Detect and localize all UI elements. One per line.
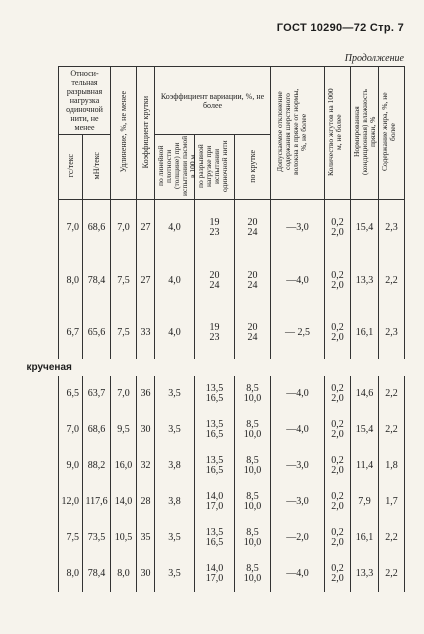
moisture-cell-value: 15,4 (355, 424, 374, 435)
deviation-cell-value: —3,0 (286, 460, 309, 471)
deviation-cell (271, 556, 325, 592)
gs-tex-cell-value: 7,0 (66, 424, 79, 435)
mn-tex-cell-value: 63,7 (87, 388, 106, 399)
deviation-cell (271, 412, 325, 448)
elongation-cell-value: 8,0 (117, 568, 130, 579)
twist-coef-header (137, 67, 155, 200)
linear-density-var-cell (155, 556, 195, 592)
moisture-cell (351, 412, 379, 448)
twist-var-header (235, 135, 271, 200)
twist-coef-cell (137, 448, 155, 484)
elongation-cell (111, 556, 137, 592)
knots-cell (325, 448, 351, 484)
gs-tex-cell-value: 7,5 (66, 532, 79, 543)
elongation-cell (111, 255, 137, 307)
breaking-load-var-cell-value: 24 (209, 280, 220, 291)
moisture-header (351, 67, 379, 200)
breaking-load-var-cell-fraction (206, 492, 224, 512)
fat-cell-value: 1,8 (385, 460, 398, 471)
twist-coef-cell-value: 27 (140, 275, 151, 286)
fat-header-text: Содержание жира, %, не более (379, 92, 397, 172)
linear-density-var-header (155, 135, 195, 200)
fat-cell (379, 255, 405, 307)
breaking-load-var-cell-fraction (210, 218, 220, 238)
deviation-cell-value: —4,0 (286, 424, 309, 435)
fat-cell-value: 1,7 (385, 496, 398, 507)
mn-tex-cell (83, 556, 111, 592)
gs-tex-cell (59, 484, 83, 520)
twist-var-cell-value: 8,5 (246, 455, 259, 466)
elongation-header-text: Удлинение, %, не менее (118, 91, 128, 173)
fat-cell-value: 2,3 (385, 221, 398, 233)
gs-tex-cell-value: 8,0 (66, 275, 79, 286)
fat-header (379, 67, 405, 200)
breaking-load-var-cell-value: 16,5 (205, 429, 224, 440)
twist-var-cell (235, 200, 271, 256)
fat-cell (379, 484, 405, 520)
gs-tex-cell (59, 376, 83, 412)
knots-cell (325, 376, 351, 412)
deviation-cell (271, 484, 325, 520)
knots-header-text: Количество жгутов на 1000 м, не более (325, 88, 343, 176)
breaking-load-var-cell-value: 19 (209, 216, 220, 228)
deviation-header (271, 67, 325, 200)
linear-density-var-cell (155, 484, 195, 520)
elongation-cell-value: 7,0 (117, 221, 130, 233)
breaking-load-var-header (195, 135, 235, 200)
knots-cell-value: 0,2 (331, 419, 344, 430)
knots-cell-value: 0,2 (331, 383, 344, 394)
deviation-cell (271, 255, 325, 307)
section-row-group (26, 359, 405, 376)
knots-cell-value: 2,0 (331, 573, 344, 584)
knots-header (325, 67, 351, 200)
knots-cell-fraction (331, 528, 344, 548)
elongation-cell (111, 520, 137, 556)
breaking-load-var-cell (195, 307, 235, 359)
linear-density-var-cell-value: 4,0 (168, 275, 181, 286)
gs-tex-cell-value: 6,5 (66, 388, 79, 399)
table-row (59, 376, 405, 412)
moisture-cell-value: 13,3 (355, 275, 374, 286)
breaking-load-var-cell (195, 200, 235, 256)
twist-coef-cell-value: 27 (140, 221, 151, 233)
twist-coef-cell-value: 35 (140, 532, 151, 543)
deviation-cell-value: —4,0 (286, 388, 309, 399)
mn-tex-cell-value: 65,6 (87, 327, 106, 338)
moisture-cell (351, 376, 379, 412)
twist-var-cell-fraction (244, 384, 262, 404)
twist-var-cell-value: 10,0 (243, 393, 262, 404)
linear-density-var-cell-value: 4,0 (168, 221, 181, 233)
moisture-cell-value: 16,1 (355, 532, 374, 543)
knots-cell-value: 2,0 (331, 226, 344, 238)
linear-density-var-cell-value: 3,5 (168, 532, 181, 543)
properties-table (26, 66, 405, 592)
knots-cell-value: 0,2 (331, 322, 344, 333)
fat-cell (379, 448, 405, 484)
twist-coef-cell (137, 200, 155, 256)
deviation-cell-value: —4,0 (286, 568, 309, 579)
deviation-cell-value: —3,0 (286, 496, 309, 507)
twist-coef-cell (137, 484, 155, 520)
linear-density-var-header-text: по линейной плотности (толщине) при испытании пасмой в 100 м (155, 135, 197, 197)
knots-cell (325, 484, 351, 520)
elongation-cell-value: 14,0 (114, 496, 133, 507)
mn-tex-cell-value: 78,4 (87, 275, 106, 286)
twist-var-cell-value: 24 (247, 332, 258, 343)
gs-tex-cell (59, 307, 83, 359)
elongation-cell-value: 7,5 (117, 275, 130, 286)
twist-coef-cell-value: 30 (140, 568, 151, 579)
table-row (59, 307, 405, 359)
breaking-load-var-cell (195, 556, 235, 592)
elongation-cell-value: 7,0 (117, 388, 130, 399)
twist-var-cell-value: 10,0 (243, 501, 262, 512)
twist-var-cell-value: 10,0 (243, 573, 262, 584)
breaking-load-var-cell-value: 20 (209, 270, 220, 281)
moisture-cell (351, 448, 379, 484)
moisture-cell-value: 11,4 (355, 460, 374, 471)
linear-density-var-cell-value: 3,5 (168, 568, 181, 579)
elongation-cell (111, 412, 137, 448)
linear-density-var-cell (155, 376, 195, 412)
elongation-cell-value: 9,5 (117, 424, 130, 435)
knots-cell-fraction (331, 271, 344, 291)
twist-coef-header-text: Коэффициент крутки (140, 95, 150, 169)
deviation-cell (271, 520, 325, 556)
section-label-cell (26, 359, 405, 376)
twist-var-cell-value: 24 (247, 226, 258, 238)
twist-var-cell (235, 412, 271, 448)
mn-tex-cell-value: 68,6 (87, 424, 106, 435)
moisture-cell (351, 484, 379, 520)
mn-tex-cell-value: 117,6 (85, 496, 108, 507)
twist-var-header-text: по крутке (247, 149, 257, 183)
breaking-load-group-text: Относи-тельная разрывная нагрузка одиночной нити, не менее (66, 69, 103, 132)
fat-cell-value: 2,2 (385, 388, 398, 399)
linear-density-var-cell (155, 200, 195, 256)
elongation-cell (111, 484, 137, 520)
table-row (59, 520, 405, 556)
gs-tex-cell (59, 556, 83, 592)
breaking-load-var-cell-value: 13,5 (205, 383, 224, 394)
breaking-load-group-header (59, 67, 111, 135)
twist-var-cell (235, 520, 271, 556)
mn-tex-header (83, 135, 111, 200)
twist-var-cell-value: 8,5 (246, 383, 259, 394)
moisture-cell (351, 520, 379, 556)
knots-cell-fraction (331, 323, 344, 343)
twist-var-cell-fraction (244, 492, 262, 512)
breaking-load-var-cell-value: 14,0 (205, 563, 224, 574)
deviation-cell-value: —3,0 (286, 221, 309, 233)
twist-coef-cell (137, 307, 155, 359)
twist-var-cell-value: 10,0 (243, 429, 262, 440)
gs-tex-cell-value: 7,0 (66, 221, 79, 233)
mn-tex-header-text: мН/текс (91, 152, 101, 180)
breaking-load-var-cell-fraction (206, 564, 224, 584)
knots-cell (325, 200, 351, 256)
linear-density-var-cell (155, 412, 195, 448)
knots-cell-fraction (331, 218, 344, 238)
twist-var-cell-value: 8,5 (246, 491, 259, 502)
knots-cell-value: 0,2 (331, 270, 344, 281)
mn-tex-cell-value: 78,4 (87, 568, 106, 579)
variation-group-header (155, 67, 271, 135)
breaking-load-var-cell-value: 16,5 (205, 465, 224, 476)
fat-cell-value: 2,2 (385, 424, 398, 435)
breaking-load-var-cell-fraction (210, 271, 220, 291)
table-row (59, 255, 405, 307)
twisted-yarn-rows (59, 376, 405, 592)
gs-tex-cell-value: 12,0 (61, 496, 79, 507)
moisture-cell-value: 13,3 (355, 568, 374, 579)
breaking-load-var-cell-value: 17,0 (205, 501, 224, 512)
gs-tex-cell (59, 412, 83, 448)
moisture-cell-value: 7,9 (358, 496, 371, 507)
twist-coef-cell-value: 30 (140, 424, 151, 435)
knots-cell-value: 0,2 (331, 563, 344, 574)
table-row (59, 556, 405, 592)
knots-cell-value: 2,0 (331, 332, 344, 343)
twist-var-cell-fraction (244, 528, 262, 548)
twist-var-cell-value: 20 (247, 216, 258, 228)
twist-coef-cell-value: 33 (140, 327, 151, 338)
gs-tex-cell-value: 8,0 (66, 568, 79, 579)
mn-tex-cell (83, 448, 111, 484)
knots-cell (325, 556, 351, 592)
knots-cell-value: 0,2 (331, 527, 344, 538)
twist-var-cell-value: 8,5 (246, 527, 259, 538)
knots-cell-fraction (331, 492, 344, 512)
knots-cell (325, 307, 351, 359)
gs-tex-cell-value: 6,7 (66, 327, 79, 338)
linear-density-var-cell (155, 255, 195, 307)
fat-cell (379, 520, 405, 556)
knots-cell-value: 2,0 (331, 501, 344, 512)
breaking-load-var-cell-fraction (210, 323, 220, 343)
breaking-load-var-cell-value: 13,5 (205, 527, 224, 538)
breaking-load-var-cell-value: 14,0 (205, 491, 224, 502)
moisture-cell-value: 14,6 (355, 388, 374, 399)
knots-cell-fraction (331, 456, 344, 476)
mn-tex-cell-value: 68,6 (87, 221, 106, 233)
deviation-cell (271, 448, 325, 484)
elongation-header (111, 67, 137, 200)
fat-cell (379, 200, 405, 256)
moisture-header-text: Нормированная (кондиционная) влажность пряжи, % (351, 89, 377, 175)
breaking-load-var-cell-value: 23 (209, 226, 220, 238)
elongation-cell-value: 7,5 (117, 327, 130, 338)
table-row (59, 448, 405, 484)
knots-cell (325, 255, 351, 307)
twist-coef-cell (137, 412, 155, 448)
deviation-cell-value: —4,0 (286, 275, 309, 286)
breaking-load-var-cell-value: 19 (209, 322, 220, 333)
mn-tex-cell (83, 307, 111, 359)
linear-density-var-cell-value: 3,8 (168, 460, 181, 471)
moisture-cell (351, 200, 379, 256)
elongation-cell (111, 376, 137, 412)
properties-table-wrapper (26, 66, 404, 614)
mn-tex-cell (83, 520, 111, 556)
twist-var-cell-fraction (244, 420, 262, 440)
deviation-cell (271, 200, 325, 256)
fat-cell-value: 2,2 (385, 568, 398, 579)
fat-cell-value: 2,2 (385, 532, 398, 543)
knots-cell-fraction (331, 384, 344, 404)
knots-cell-value: 0,2 (331, 216, 344, 228)
knots-cell-value: 2,0 (331, 429, 344, 440)
knots-cell-value: 2,0 (331, 280, 344, 291)
fat-cell (379, 556, 405, 592)
elongation-cell-value: 10,5 (114, 532, 133, 543)
table-row (59, 200, 405, 256)
breaking-load-var-cell-fraction (206, 528, 224, 548)
fat-cell (379, 412, 405, 448)
linear-density-var-cell (155, 520, 195, 556)
twist-var-cell (235, 376, 271, 412)
deviation-header-text: Допускаемое отклонение содержания шерстяного волокна в пряже от нормы, %, не более (274, 88, 308, 176)
twist-var-cell-fraction (248, 218, 258, 238)
twist-var-cell (235, 255, 271, 307)
breaking-load-var-cell-value: 16,5 (205, 393, 224, 404)
elongation-cell-value: 16,0 (114, 460, 133, 471)
mn-tex-cell (83, 376, 111, 412)
twist-var-cell-fraction (248, 271, 258, 291)
fat-cell-value: 2,2 (385, 275, 398, 286)
twist-var-cell-value: 10,0 (243, 537, 262, 548)
deviation-cell-value: — 2,5 (285, 327, 311, 338)
deviation-cell (271, 307, 325, 359)
table-row (59, 412, 405, 448)
twist-var-cell (235, 556, 271, 592)
fat-cell (379, 307, 405, 359)
breaking-load-var-cell (195, 448, 235, 484)
moisture-cell (351, 255, 379, 307)
knots-cell (325, 520, 351, 556)
gs-tex-header-text: гс/текс (65, 154, 75, 178)
breaking-load-var-cell-fraction (206, 420, 224, 440)
twist-var-cell-value: 8,5 (246, 419, 259, 430)
mn-tex-cell (83, 484, 111, 520)
breaking-load-var-cell-value: 13,5 (205, 419, 224, 430)
linear-density-var-cell (155, 307, 195, 359)
breaking-load-var-cell-value: 17,0 (205, 573, 224, 584)
twist-var-cell-fraction (244, 564, 262, 584)
twist-var-cell-value: 20 (247, 322, 258, 333)
twist-var-cell-value: 10,0 (243, 465, 262, 476)
deviation-cell (271, 376, 325, 412)
gs-tex-cell (59, 200, 83, 256)
elongation-cell (111, 200, 137, 256)
mn-tex-cell (83, 412, 111, 448)
gs-tex-cell (59, 448, 83, 484)
breaking-load-var-cell (195, 376, 235, 412)
fat-cell-value: 2,3 (385, 327, 398, 338)
twist-var-cell (235, 484, 271, 520)
twist-coef-cell (137, 255, 155, 307)
twist-var-cell (235, 307, 271, 359)
breaking-load-var-cell-value: 13,5 (205, 455, 224, 466)
breaking-load-var-cell (195, 412, 235, 448)
twist-var-cell-fraction (244, 456, 262, 476)
twist-coef-cell-value: 28 (140, 496, 151, 507)
knots-cell-value: 0,2 (331, 491, 344, 502)
moisture-cell (351, 307, 379, 359)
knots-cell-value: 0,2 (331, 455, 344, 466)
gs-tex-cell (59, 255, 83, 307)
knots-cell-value: 2,0 (331, 393, 344, 404)
gs-tex-cell-value: 9,0 (66, 460, 79, 471)
mn-tex-cell-value: 73,5 (87, 532, 106, 543)
breaking-load-var-header-text: по разрывной нагрузке при испытании одиночной нити (195, 140, 229, 192)
table-row (59, 484, 405, 520)
gs-tex-cell (59, 520, 83, 556)
twist-var-cell-value: 24 (247, 280, 258, 291)
breaking-load-var-cell-value: 16,5 (205, 537, 224, 548)
continuation-label: Продолжение (344, 53, 404, 64)
mn-tex-cell (83, 200, 111, 256)
moisture-cell-value: 16,1 (355, 327, 374, 338)
twist-coef-cell (137, 376, 155, 412)
gs-tex-header (59, 135, 83, 200)
twist-var-cell-value: 8,5 (246, 563, 259, 574)
linear-density-var-cell-value: 3,5 (168, 424, 181, 435)
moisture-cell-value: 15,4 (355, 221, 374, 233)
linear-density-var-cell-value: 4,0 (168, 327, 181, 338)
page-header: ГОСТ 10290—72 Стр. 7 (276, 22, 404, 34)
elongation-cell (111, 307, 137, 359)
knots-cell-fraction (331, 420, 344, 440)
linear-density-var-cell-value: 3,5 (168, 388, 181, 399)
mn-tex-cell (83, 255, 111, 307)
twist-var-cell-value: 20 (247, 270, 258, 281)
knots-cell-value: 2,0 (331, 537, 344, 548)
deviation-cell-value: —2,0 (286, 532, 309, 543)
breaking-load-var-cell-fraction (206, 456, 224, 476)
twist-var-cell-fraction (248, 323, 258, 343)
linear-density-var-cell (155, 448, 195, 484)
twist-coef-cell-value: 32 (140, 460, 151, 471)
knots-cell-value: 2,0 (331, 465, 344, 476)
knots-cell (325, 412, 351, 448)
twist-var-cell (235, 448, 271, 484)
twist-coef-cell-value: 36 (140, 388, 151, 399)
twist-coef-cell (137, 520, 155, 556)
single-yarn-rows (59, 200, 405, 360)
variation-group-text: Коэффициент вариации, %, не более (160, 91, 265, 110)
moisture-cell (351, 556, 379, 592)
breaking-load-var-cell (195, 484, 235, 520)
breaking-load-var-cell-fraction (206, 384, 224, 404)
section-label: крученая (26, 361, 72, 373)
fat-cell (379, 376, 405, 412)
breaking-load-var-cell-value: 23 (209, 332, 220, 343)
linear-density-var-cell-value: 3,8 (168, 496, 181, 507)
elongation-cell (111, 448, 137, 484)
breaking-load-var-cell (195, 255, 235, 307)
breaking-load-var-cell (195, 520, 235, 556)
knots-cell-fraction (331, 564, 344, 584)
section-row (59, 359, 405, 376)
twist-coef-cell (137, 556, 155, 592)
mn-tex-cell-value: 88,2 (87, 460, 106, 471)
